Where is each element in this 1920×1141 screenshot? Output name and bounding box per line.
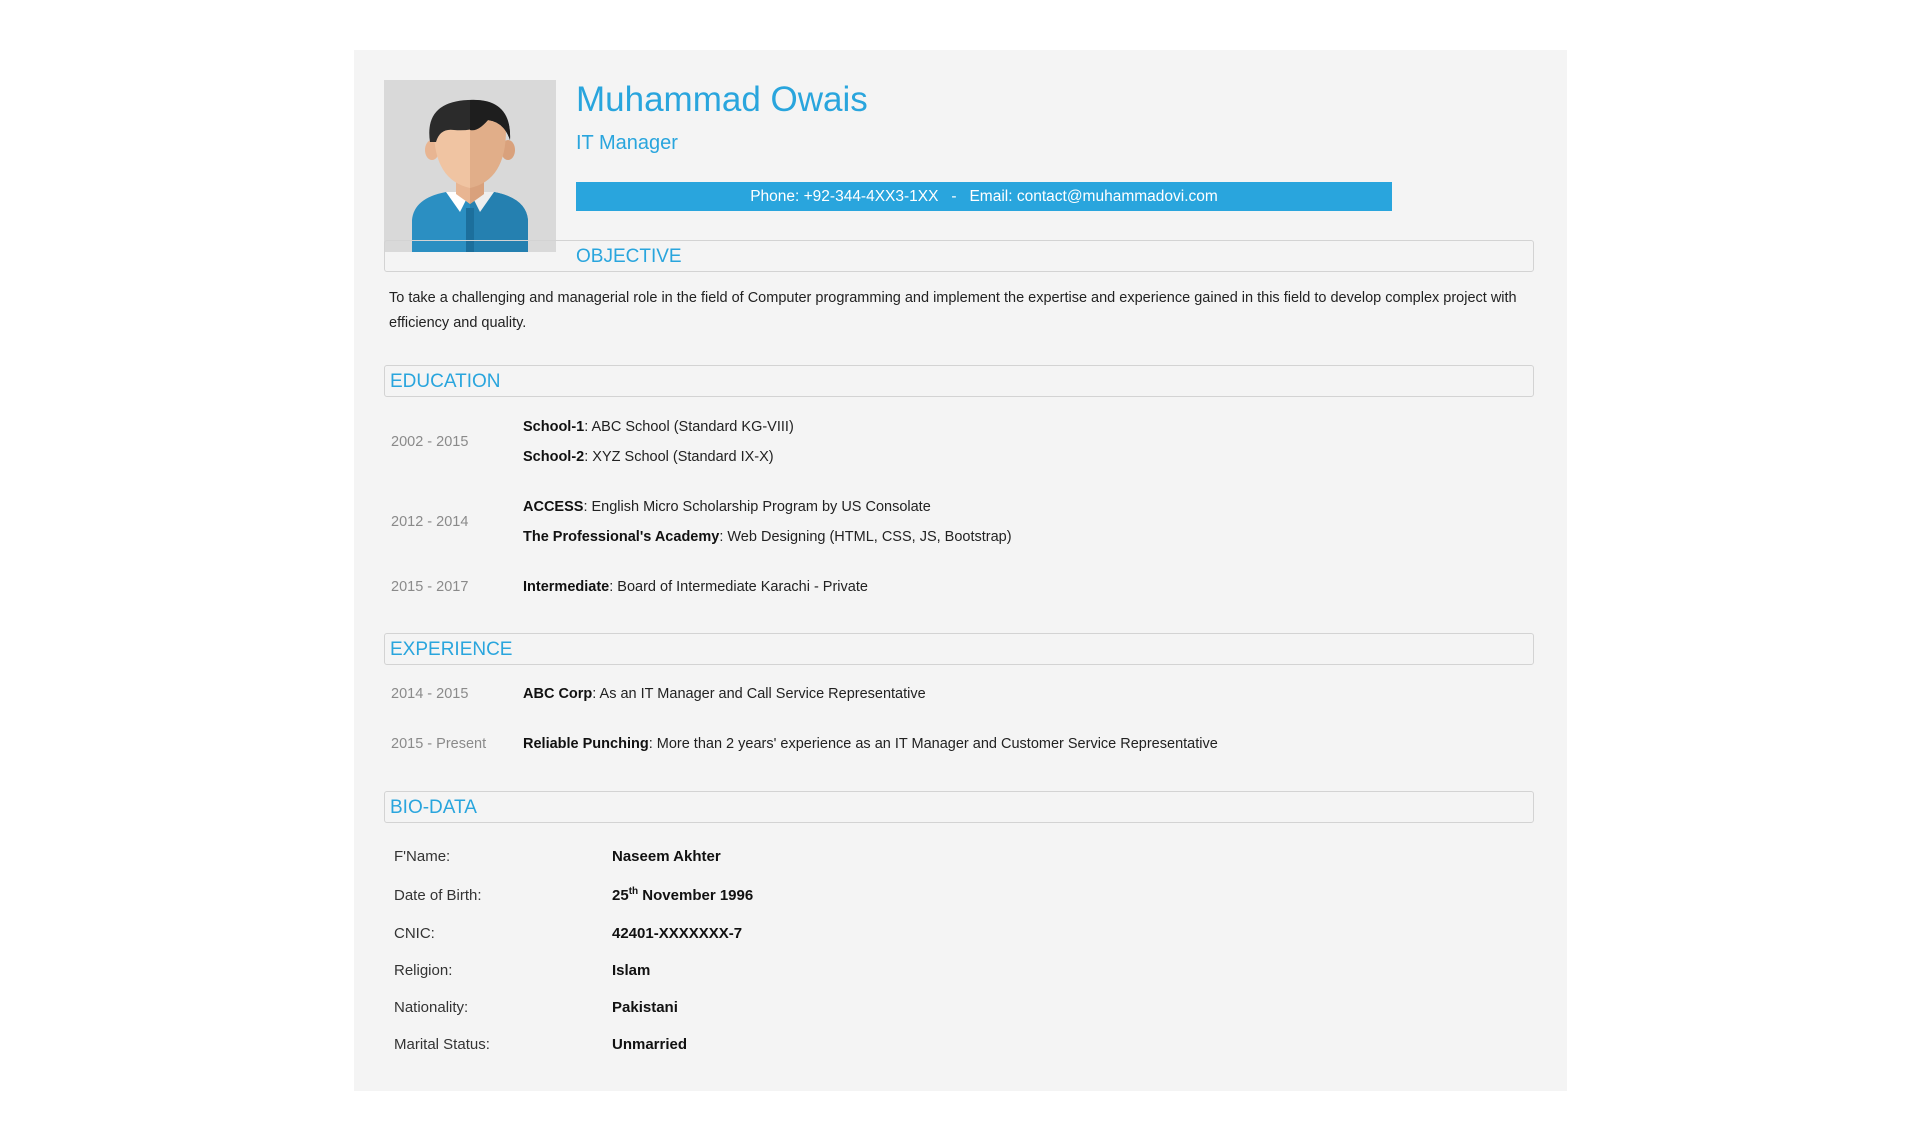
birth-day: 25 [612,887,629,904]
candidate-name: Muhammad Owais [576,80,868,119]
section-title: EDUCATION [390,371,501,392]
education-entry [523,447,774,467]
experience-section-header [384,633,1534,665]
section-title: EXPERIENCE [390,639,513,660]
biodata-label: Marital Status: [394,1036,490,1053]
institution-detail: : Web Designing (HTML, CSS, JS, Bootstrap) [719,529,1012,545]
biodata-label: F'Name: [394,848,451,865]
birth-month-year: November 1996 [638,887,754,904]
biodata-label: Nationality: [394,999,469,1016]
profile-photo [384,80,556,252]
institution-detail: : Board of Intermediate Karachi - Private [609,579,868,595]
biodata-label: Date of Birth: [394,887,482,904]
institution-detail: : XYZ School (Standard IX-X) [584,449,774,465]
biodata-value: 42401-XXXXXXX-7 [612,925,743,942]
contact-bar: Phone: +92-344-4XX3-1XX - Email: contact@muhammadovi.com [576,182,1392,211]
education-years: 2015 - 2017 [391,579,469,595]
biodata-value: Naseem Akhter [612,848,721,865]
institution-name: Intermediate [523,579,610,595]
experience-detail: : As an IT Manager and Call Service Representative [592,686,926,702]
education-entry [523,497,931,517]
objective-text: To take a challenging and managerial role in the field of Computer programming and implement the expertise and experience gained in this field to develop complex project with efficiency and quality. [389,290,1517,331]
section-title: BIO-DATA [390,797,477,818]
ordinal-suffix: th [628,886,639,897]
institution-detail: : English Micro Scholarship Program by US Consolate [583,499,931,515]
education-years: 2012 - 2014 [391,514,469,530]
education-entry [523,527,1012,547]
biodata-value: Pakistani [612,999,678,1016]
experience-entry [523,684,926,704]
institution-detail: : ABC School (Standard KG-VIII) [584,419,794,435]
biodata-value: Islam [612,962,651,979]
biodata-label: CNIC: [394,925,435,942]
education-years: 2002 - 2015 [391,434,469,450]
experience-entry [523,734,1218,754]
person-avatar-icon [384,80,556,252]
institution-name: School-1 [523,419,585,435]
biodata-value [612,886,753,906]
education-entry [523,577,868,597]
biodata-section-header [384,791,1534,823]
company-name: Reliable Punching [523,736,649,752]
objective-section-header [384,240,1534,272]
resume-page [354,50,1567,1091]
institution-name: School-2 [523,449,585,465]
experience-years: 2014 - 2015 [391,686,469,702]
company-name: ABC Corp [523,686,593,702]
institution-name: The Professional's Academy [523,529,720,545]
experience-detail: : More than 2 years' experience as an IT Manager and Customer Service Representative [648,736,1218,752]
education-entry [523,417,794,437]
biodata-label: Religion: [394,962,453,979]
biodata-value: Unmarried [612,1036,688,1053]
education-section-header [384,365,1534,397]
section-title: OBJECTIVE [576,246,682,267]
experience-years: 2015 - Present [391,736,487,752]
job-title: IT Manager [576,132,678,154]
institution-name: ACCESS [523,499,584,515]
